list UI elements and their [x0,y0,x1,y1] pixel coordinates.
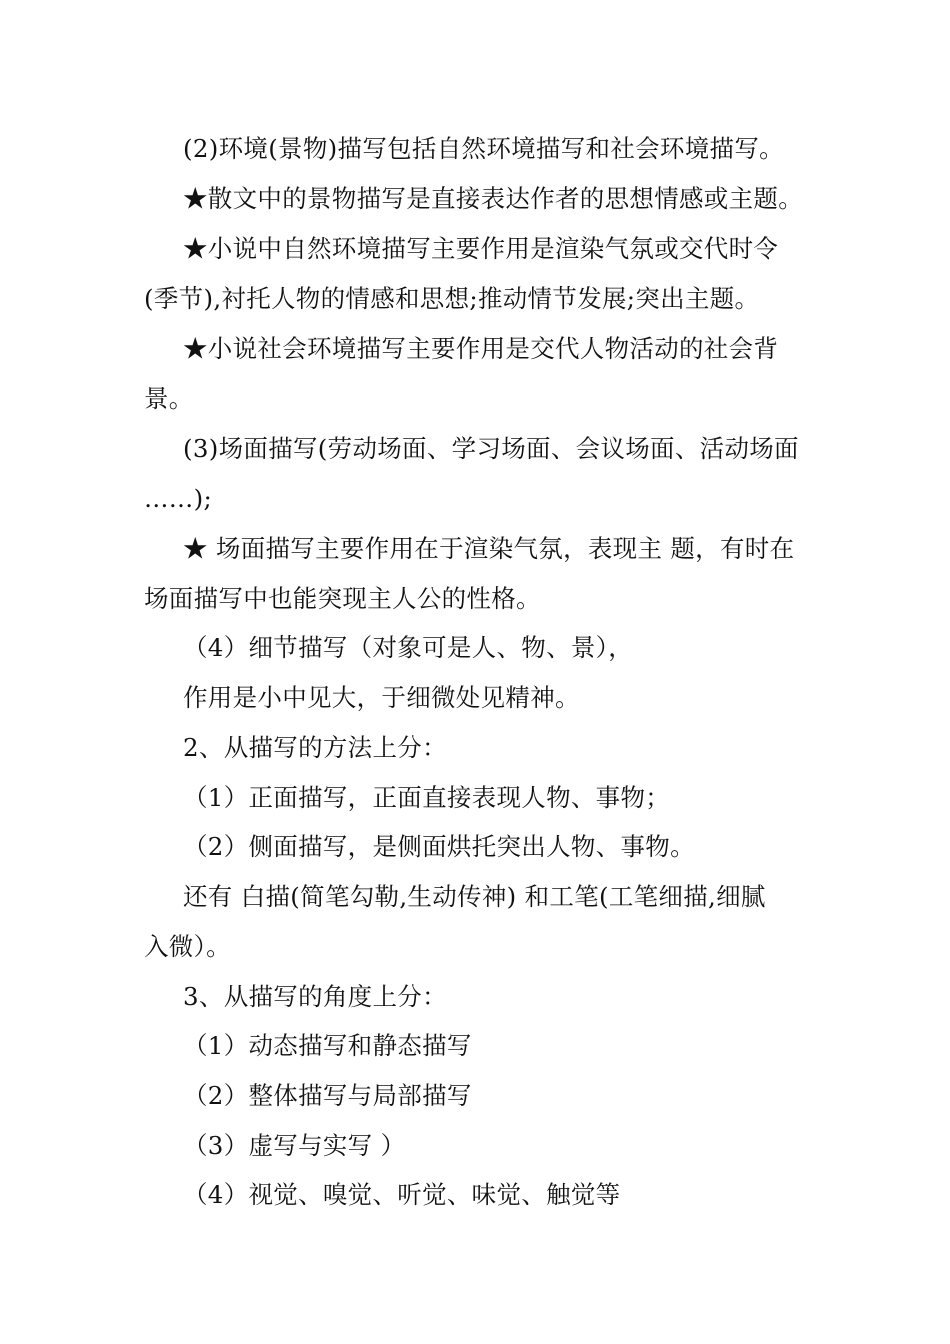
text-line: 2、从描写的方法上分： [183,733,447,762]
text-line: ★小说社会环境描写主要作用是交代人物活动的社会背 [183,334,779,363]
text-line: (2)环境(景物)描写包括自然环境描写和社会环境描写。 [183,134,784,163]
text-line: ★散文中的景物描写是直接表达作者的思想情感或主题。 [183,184,803,213]
text-line: 还有 白描(简笔勾勒,生动传神) 和工笔(工笔细描,细腻 [183,882,766,911]
text-line: 景。 [144,384,194,413]
text-line: （3）虚写与实写 ） [183,1131,406,1160]
text-line: ……); [144,484,213,513]
text-line: 场面描写中也能突现主人公的性格。 [144,584,541,613]
text-line: （4）细节描写（对象可是人、物、景）， [183,633,634,662]
text-line: ★小说中自然环境描写主要作用是渲染气氛或交代时令 [183,234,779,263]
text-line: （1）正面描写，正面直接表现人物、事物； [183,783,671,812]
text-line: (3)场面描写(劳动场面、学习场面、会议场面、活动场面 [183,434,799,463]
text-line: （2）侧面描写，是侧面烘托突出人物、事物。 [183,832,695,861]
text-line: (季节),衬托人物的情感和思想;推动情节发展;突出主题。 [144,284,760,313]
text-line: 作用是小中见大，于细微处见精神。 [183,683,580,712]
text-line: （1）动态描写和静态描写 [183,1031,472,1060]
text-line: 3、从描写的角度上分： [183,982,447,1011]
text-line: （2）整体描写与局部描写 [183,1081,472,1110]
text-line: （4）视觉、嗅觉、听觉、味觉、触觉等 [183,1180,621,1209]
text-line: 入微）。 [144,932,231,961]
text-line: ★ 场面描写主要作用在于渲染气氛，表现主 题，有时在 [183,534,795,563]
